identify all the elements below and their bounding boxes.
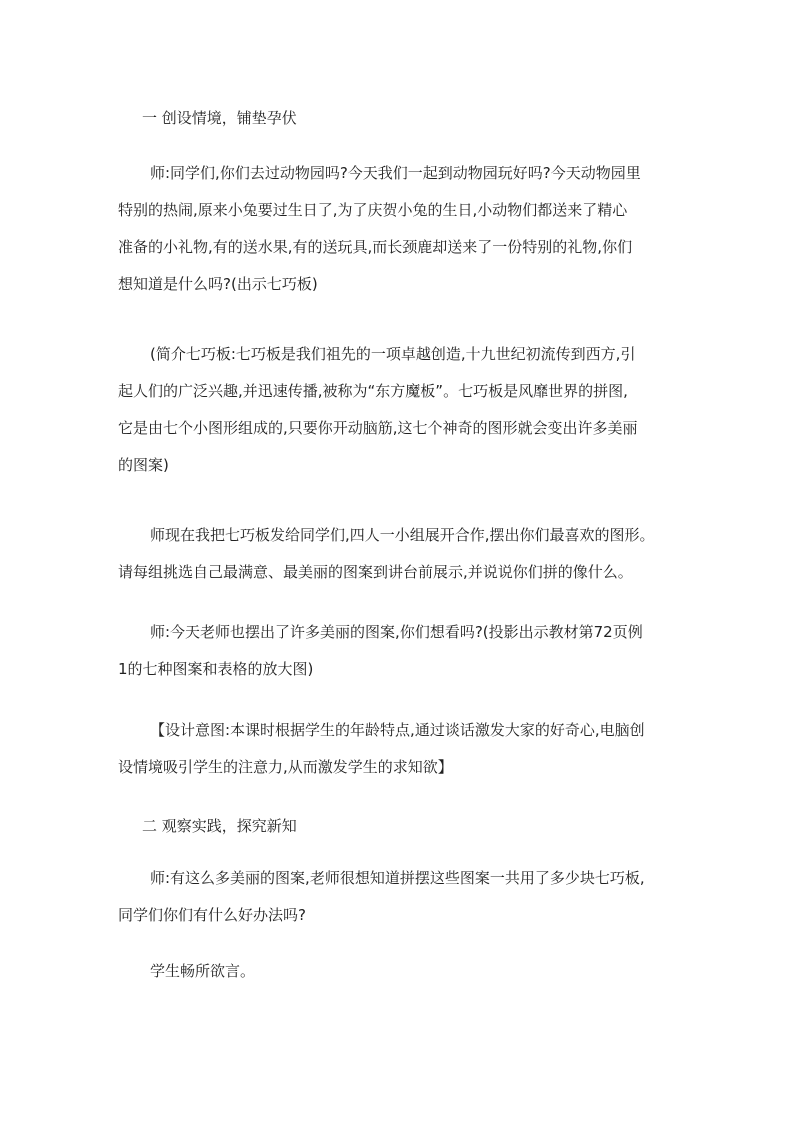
paragraph-line: 想知道是什么吗?(出示七巧板) [118, 275, 318, 293]
paragraph-line: 师:有这么多美丽的图案,老师很想知道拼摆这些图案一共用了多少块七巧板, [150, 869, 645, 887]
paragraph-line: 准备的小礼物,有的送水果,有的送玩具,而长颈鹿却送来了一份特别的礼物,你们 [118, 238, 633, 256]
paragraph-6 [118, 860, 688, 934]
paragraph-line: (简介七巧板:七巧板是我们祖先的一项卓越创造,十九世纪初流传到西方,引 [150, 345, 636, 363]
paragraph-3 [118, 517, 688, 591]
paragraph-line: 师现在我把七巧板发给同学们,四人一小组展开合作,摆出你们最喜欢的图形。 [150, 526, 655, 544]
paragraph-7 [118, 953, 688, 990]
heading-text: 一 创设情境，铺垫孕伏 [142, 109, 297, 127]
paragraph-line: 学生畅所欲言。 [150, 962, 256, 980]
paragraph-line: 特别的热闹,原来小兔要过生日了,为了庆贺小兔的生日,小动物们都送来了精心 [118, 201, 628, 219]
paragraph-line: 的图案) [118, 456, 169, 474]
section-heading-1 [118, 100, 688, 137]
heading-text: 二 观察实践，探究新知 [142, 817, 297, 835]
paragraph-line: 师:同学们,你们去过动物园吗?今天我们一起到动物园玩好吗?今天动物园里 [150, 164, 641, 182]
paragraph-2 [118, 336, 688, 484]
paragraph-line: 设情境吸引学生的注意力,从而激发学生的求知欲】 [118, 758, 453, 776]
paragraph-line: 起人们的广泛兴趣,并迅速传播,被称为“东方魔板”。七巧板是风靡世界的拼图, [118, 382, 628, 400]
paragraph-line: 师:今天老师也摆出了许多美丽的图案,你们想看吗?(投影出示教材第72页例 [150, 623, 643, 641]
paragraph-5 [118, 712, 688, 786]
section-heading-2 [118, 808, 688, 845]
paragraph-1 [118, 155, 688, 303]
paragraph-line: 1的七种图案和表格的放大图) [118, 660, 314, 678]
paragraph-line: 请每组挑选自己最满意、最美丽的图案到讲台前展示,并说说你们拼的像什么。 [118, 563, 633, 581]
paragraph-line: 它是由七个小图形组成的,只要你开动脑筋,这七个神奇的图形就会变出许多美丽 [118, 419, 638, 437]
paragraph-line: 【设计意图:本课时根据学生的年龄特点,通过谈话激发大家的好奇心,电脑创 [150, 721, 645, 739]
paragraph-line: 同学们你们有什么好办法吗? [118, 906, 306, 924]
paragraph-4 [118, 614, 688, 688]
